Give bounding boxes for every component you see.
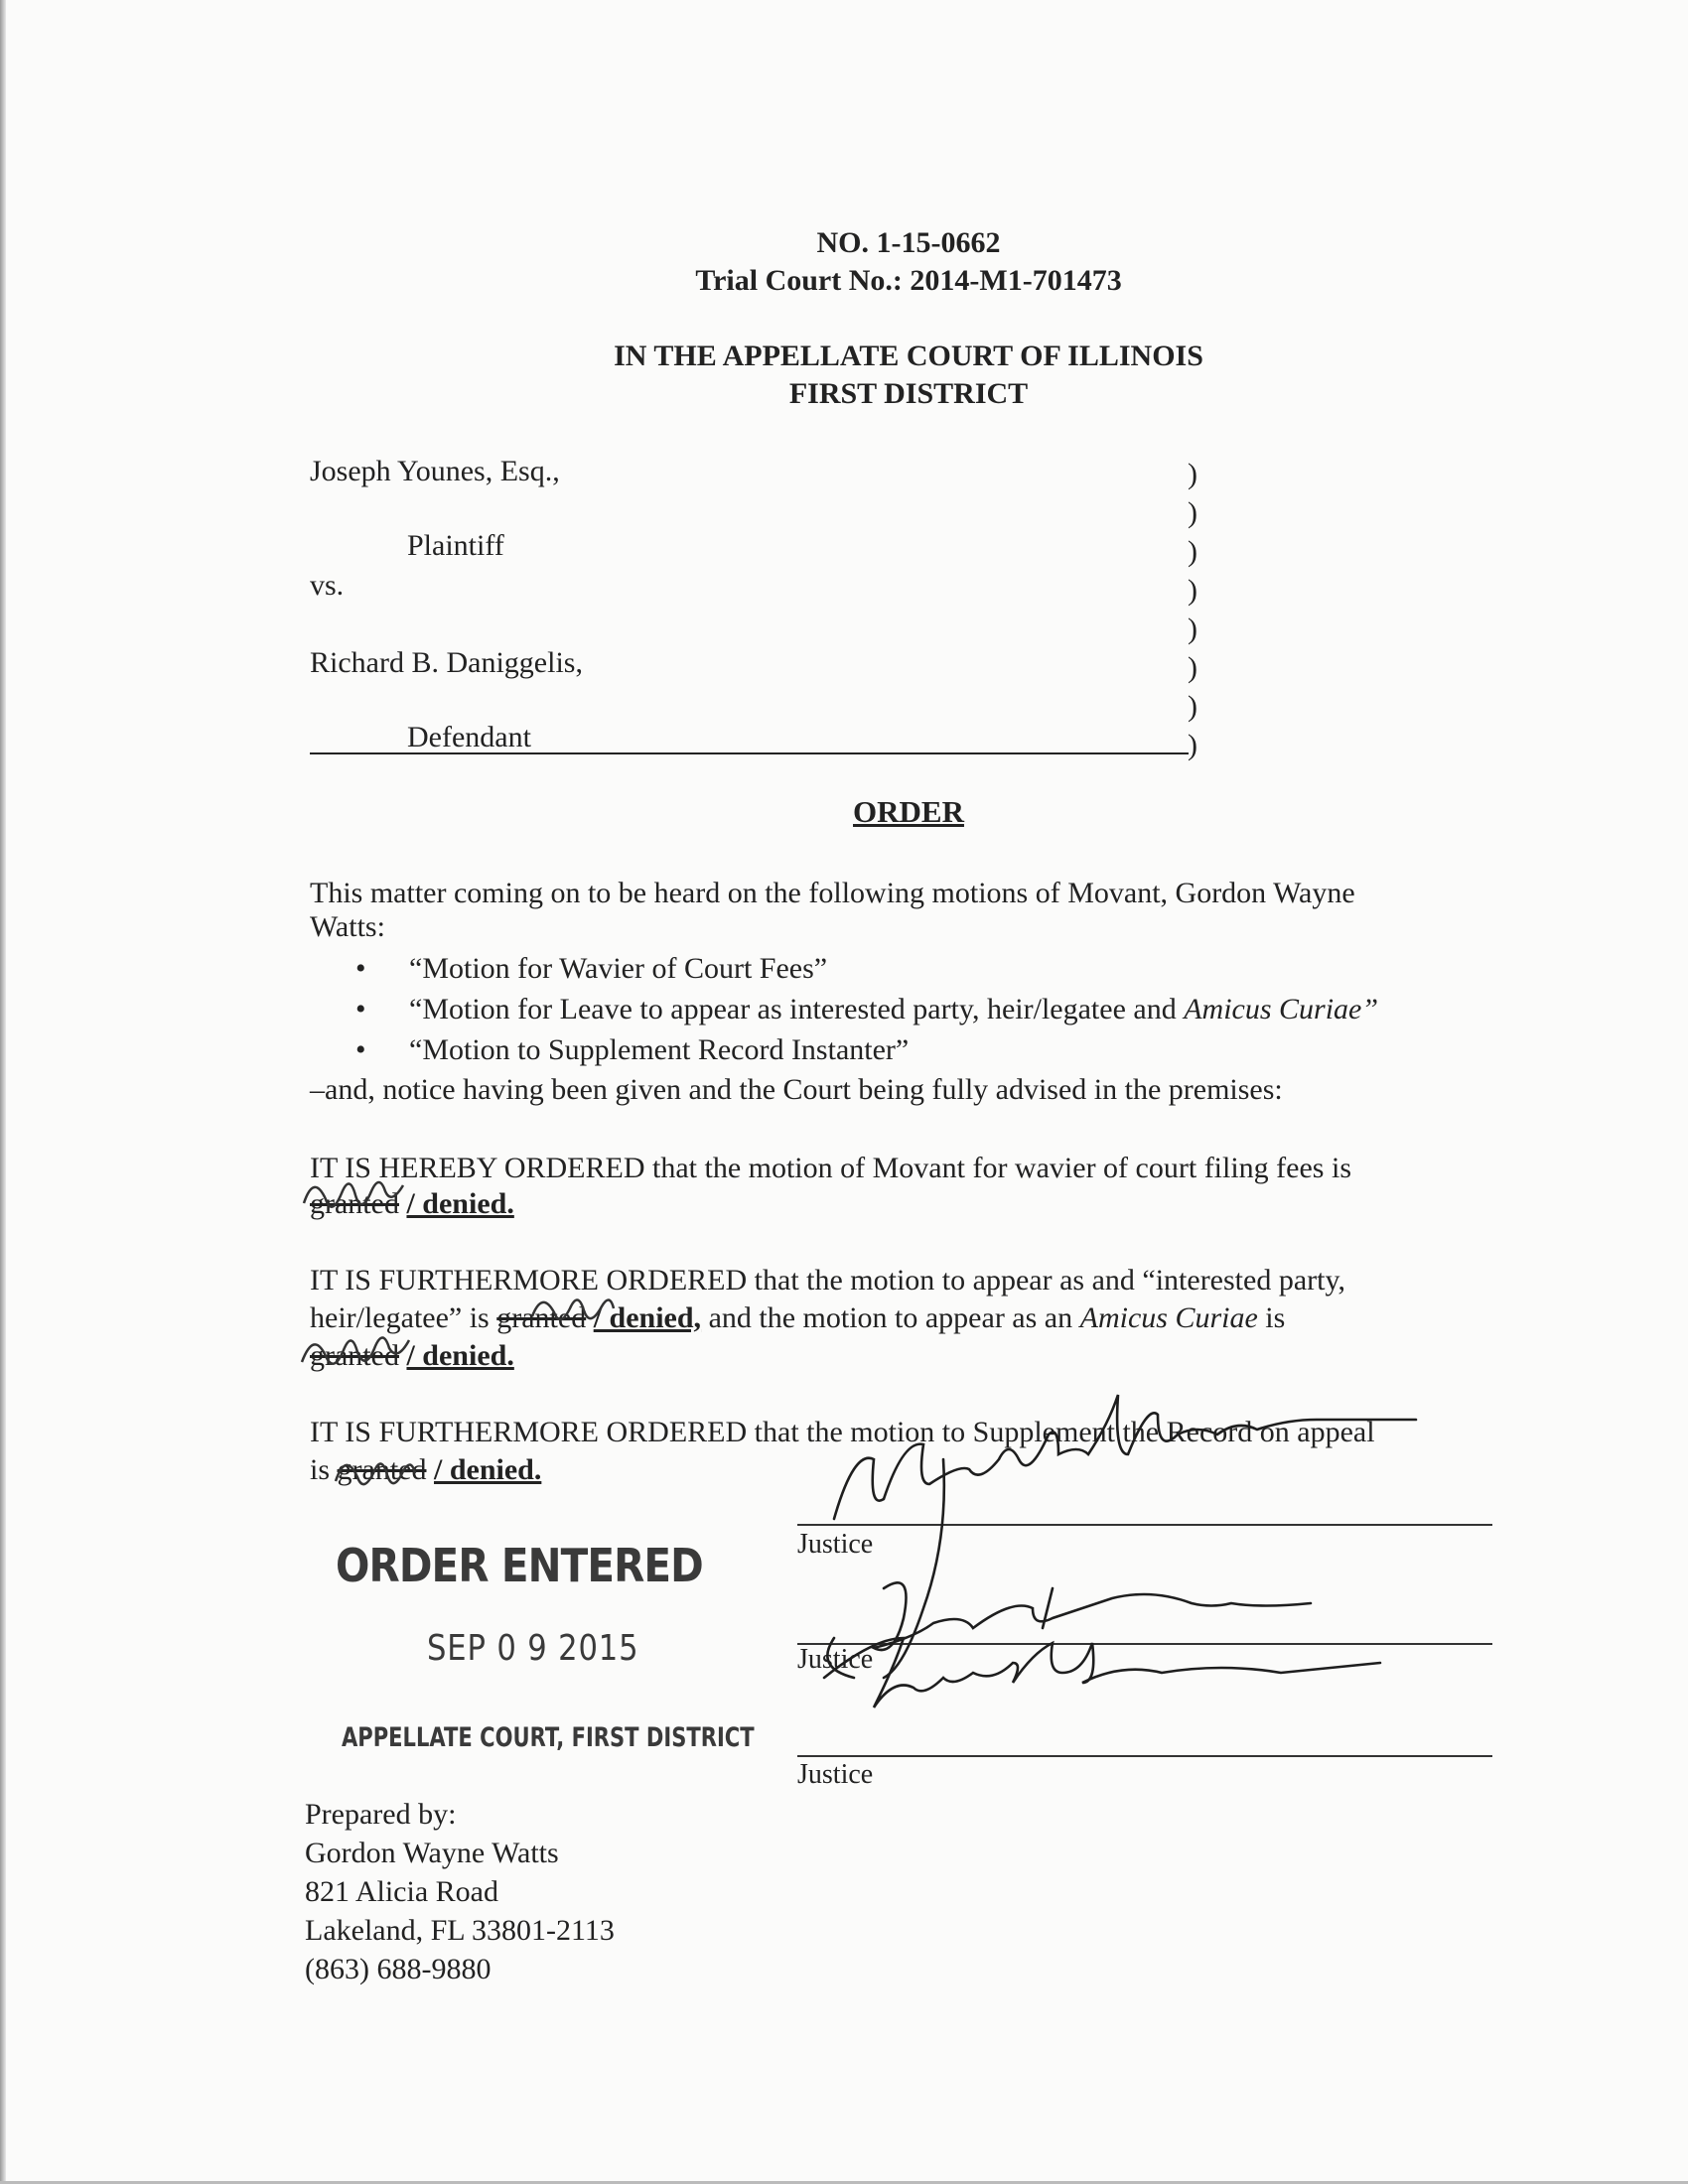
justice-signatures [794, 1420, 1549, 1777]
court-name: IN THE APPELLATE COURT OF ILLINOIS [614, 340, 1203, 372]
scan-edge [0, 0, 6, 2184]
order-entered-stamp: ORDER ENTERED [336, 1539, 703, 1592]
caption-rule [310, 752, 1189, 754]
justice-label: Justice [797, 1529, 874, 1560]
order-paragraph-fees: IT IS HEREBY ORDERED that the motion of Movant for wavier of court filing fees is granted / denied. [310, 1149, 1351, 1224]
list-item: • “Motion to Supplement Record Instanter” [355, 1033, 910, 1066]
trial-court-number: Trial Court No.: 2014-M1-701473 [695, 264, 1122, 297]
defendant-name: Richard B. Daniggelis, [310, 646, 583, 679]
plaintiff-label: Plaintiff [407, 529, 504, 562]
order-intro: This matter coming on to be heard on the following motions of Movant, Gordon Wayne Watts: [310, 877, 1355, 943]
list-item: • “Motion for Wavier of Court Fees” [355, 952, 828, 985]
struck-granted: granted [310, 1339, 399, 1372]
struck-granted: granted [496, 1301, 587, 1334]
order-paragraph-supplement: IT IS FURTHERMORE ORDERED that the motion to Supplement the Record on appeal is granted / denied. [310, 1413, 1375, 1490]
order-title: ORDER [853, 794, 964, 829]
struck-granted: granted [337, 1453, 427, 1486]
stamp-date: SEP 0 9 2015 [427, 1628, 639, 1669]
case-number: NO. 1-15-0662 [816, 226, 1001, 259]
stamp-court: APPELLATE COURT, FIRST DISTRICT [342, 1722, 755, 1753]
prepared-by: Prepared by: Gordon Wayne Watts 821 Alicia Road Lakeland, FL 33801-2113 (863) 688-9880 [305, 1798, 615, 1985]
justice-label: Justice [797, 1759, 874, 1790]
versus: vs. [310, 569, 345, 602]
list-item: • “Motion for Leave to appear as interested party, heir/legatee and Amicus Curiae” [355, 993, 1379, 1025]
court-district: FIRST DISTRICT [788, 377, 1029, 410]
justice-label: Justice [797, 1644, 874, 1675]
caption-parentheses: ) ) ) ) ) ) ) ) [1188, 458, 1197, 761]
notice-text: –and, notice having been given and the Court being fully advised in the premises: [310, 1073, 1283, 1106]
plaintiff-name: Joseph Younes, Esq., [310, 455, 560, 487]
order-paragraph-appearance: IT IS FURTHERMORE ORDERED that the motion to appear as and “interested party, heir/legatee” is granted / denied, and the motion to appear as an Amicus Curiae is granted / denied. [310, 1261, 1501, 1376]
struck-granted: granted [310, 1187, 399, 1220]
motion-list [310, 948, 1378, 1070]
defendant-label: Defendant [407, 721, 531, 753]
